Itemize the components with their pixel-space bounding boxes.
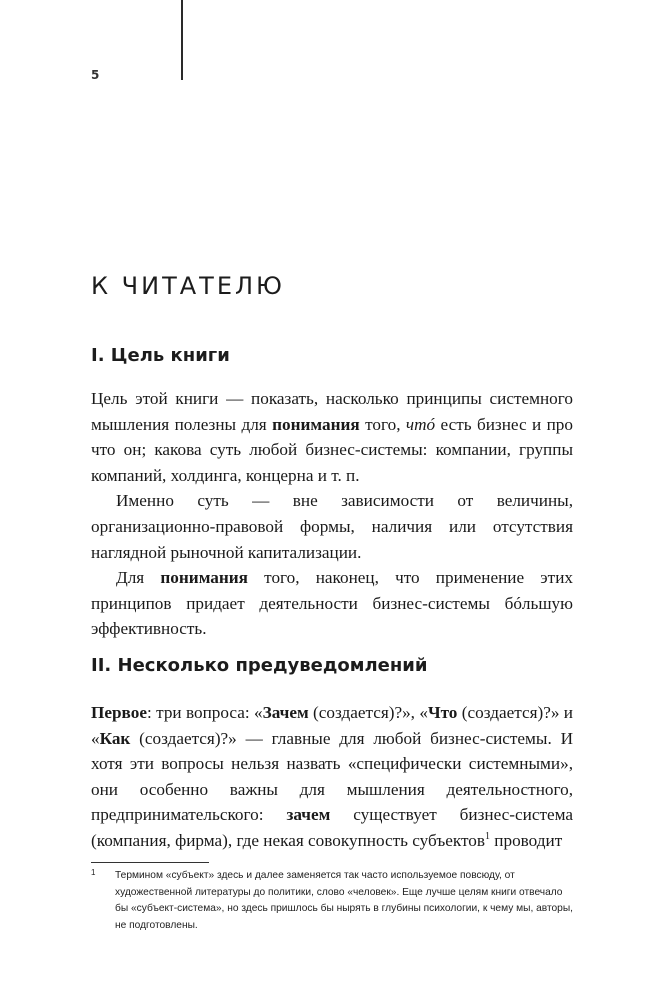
- footnote-divider: [91, 862, 209, 863]
- footnote: [91, 868, 575, 934]
- paragraph: Именно суть — вне зависимости от величины, организационно-правовой формы, наличия или отсутствия наглядной рыночной капитализации.: [91, 491, 573, 562]
- footnote-number: 1: [91, 868, 96, 877]
- paragraph: Цель этой книги — показать, насколько принципы системного мышления полезны для понимания того, чтó есть бизнес и про что он; какова суть любой бизнес-системы: компании, группы компаний, холдинга, концерна и т. п.: [91, 389, 573, 485]
- header-rule: [181, 0, 183, 80]
- section-heading-goal: I. Цель книги: [91, 345, 230, 366]
- page-number: 5: [91, 68, 100, 82]
- paragraph: Для понимания того, наконец, что применение этих принципов придает деятельности бизнес-системы бóльшую эффективность.: [91, 568, 573, 639]
- paragraph: Первое: три вопроса: «Зачем (создается)?», «Что (создается)?» и «Как (создается)?» — главные для любой бизнес-системы. И хотя эти вопросы нельзя назвать «специфически системными», они особенно важны для мышления деятельностного, предпринимательского: зачем существует бизнес-система (компания, фирма), где некая совокупность субъектов$^1$ проводит: [91, 703, 574, 850]
- section-heading-notes: II. Несколько предуведомлений: [91, 655, 428, 676]
- footnote-ref: 1: [484, 830, 490, 842]
- chapter-title: К ЧИТАТЕЛЮ: [91, 272, 285, 300]
- section-goal-body: [91, 386, 573, 642]
- section-notes-body: [91, 700, 573, 854]
- footnote-text: Термином «субъект» здесь и далее заменяется так часто используемое повсюду, от художественной литературы до политики, слово «человек». Еще лучше целям книги отвечало бы «субъект-система», но здесь пришлось бы нырять в глубины психологии, к чему мы, авторы, не подготовлены.: [115, 870, 574, 931]
